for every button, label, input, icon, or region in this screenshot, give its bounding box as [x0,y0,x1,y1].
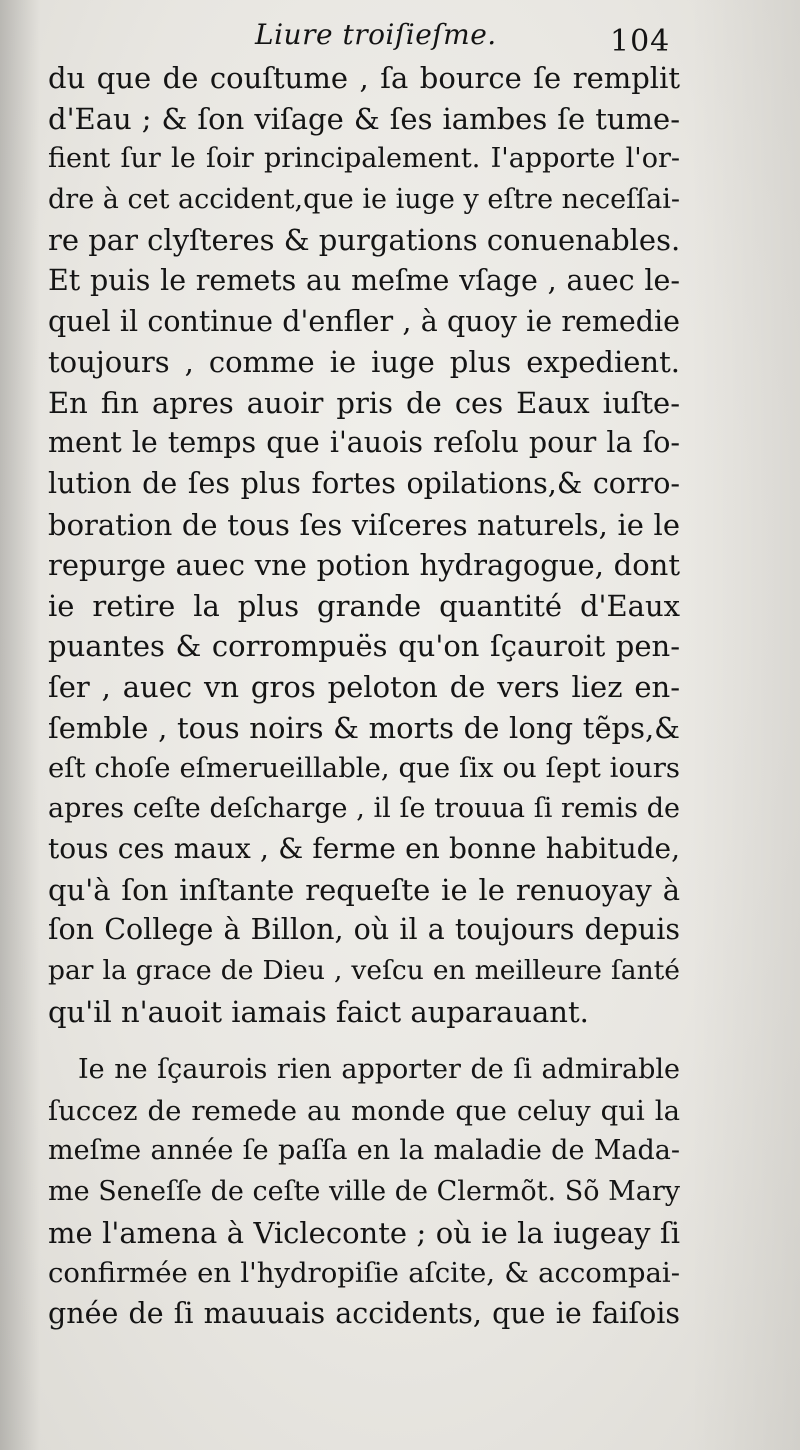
text-line: ſer , auec vn gros peloton de vers liez en- [48,669,680,704]
text-line: gnée de ſi mauuais accidents, que ie faiſois [48,1296,680,1330]
paragraph-1 [48,58,680,1032]
text-line: dre à cet accident,que ie iuge y eſtre neceſſai- [48,183,680,215]
text-line: meſme année ſe paſſa en la maladie de Mada- [48,1135,680,1167]
text-line: apres ceſte deſcharge , il ſe trouua ſi remis de [48,792,680,824]
text-line: ſemble , tous noirs & morts de long tẽps,& [48,710,680,745]
text-line: eſt choſe eſmerueillable, que ſix ou ſept iours [48,752,680,785]
text-line: ie retire la plus grande quantité d'Eaux [48,588,680,623]
text-line: me Seneſſe de ceſte ville de Clermõt. Sõ Mary [48,1176,680,1208]
text-line: ſuccez de remede au monde que celuy qui la [48,1094,680,1127]
text-line: Et puis le remets au meſme vſage , auec le- [48,263,680,297]
text-line: re par clyſteres & purgations conuenables. [48,223,681,258]
text-line: lution de ſes plus fortes opilations,& corro- [48,466,680,500]
text-line: me l'amena à Vicleconte ; où ie la iugeay ſi [48,1215,680,1250]
paragraph-gap [48,1032,680,1050]
text-line: du que de couſtume , ſa bource ſe remplit [48,61,680,95]
margin-shadow [690,0,800,1450]
text-line: tous ces maux , & ferme en bonne habitude, [48,832,680,866]
paragraph-2 [48,1050,680,1334]
text-block [48,58,680,1334]
text-line: En fin apres auoir pris de ces Eaux iuſte- [48,385,680,420]
running-title: Liure troiſieſme. [255,18,497,51]
page-number: 104 [610,24,671,59]
text-line: qu'à ſon inſtante requeſte ie le renuoyay à [48,872,680,907]
text-line: toujours , comme ie iuge plus expedient. [48,345,680,380]
text-line: boration de tous ſes viſceres naturels, ie le [48,507,680,542]
running-head [0,10,800,58]
text-line: par la grace de Dieu , veſcu en meilleure ſanté [48,955,680,987]
text-line: ment le temps que i'auois reſolu pour la ſo- [48,426,680,460]
text-line: fient ſur le ſoir principalement. I'apporte l'or- [48,143,680,175]
text-line: confirmée en l'hydropiſie aſcite, & accompai- [48,1257,680,1290]
text-line: d'Eau ; & ſon viſage & ſes iambes ſe tume- [48,101,680,136]
text-line: puantes & corrompuës qu'on ſçauroit pen- [48,629,680,664]
text-line: quel il continue d'enfler , à quoy ie remedie [48,304,680,338]
text-line: ſon College à Billon, où il a toujours depuis [48,913,680,947]
text-line: Ie ne ſçaurois rien apporter de ſi admirable [78,1054,680,1086]
text-line: qu'il n'auoit iamais faict auparauant. [48,994,589,1029]
spine-shadow [0,0,40,1450]
text-line: repurge auec vne potion hydragogue, dont [48,548,680,583]
